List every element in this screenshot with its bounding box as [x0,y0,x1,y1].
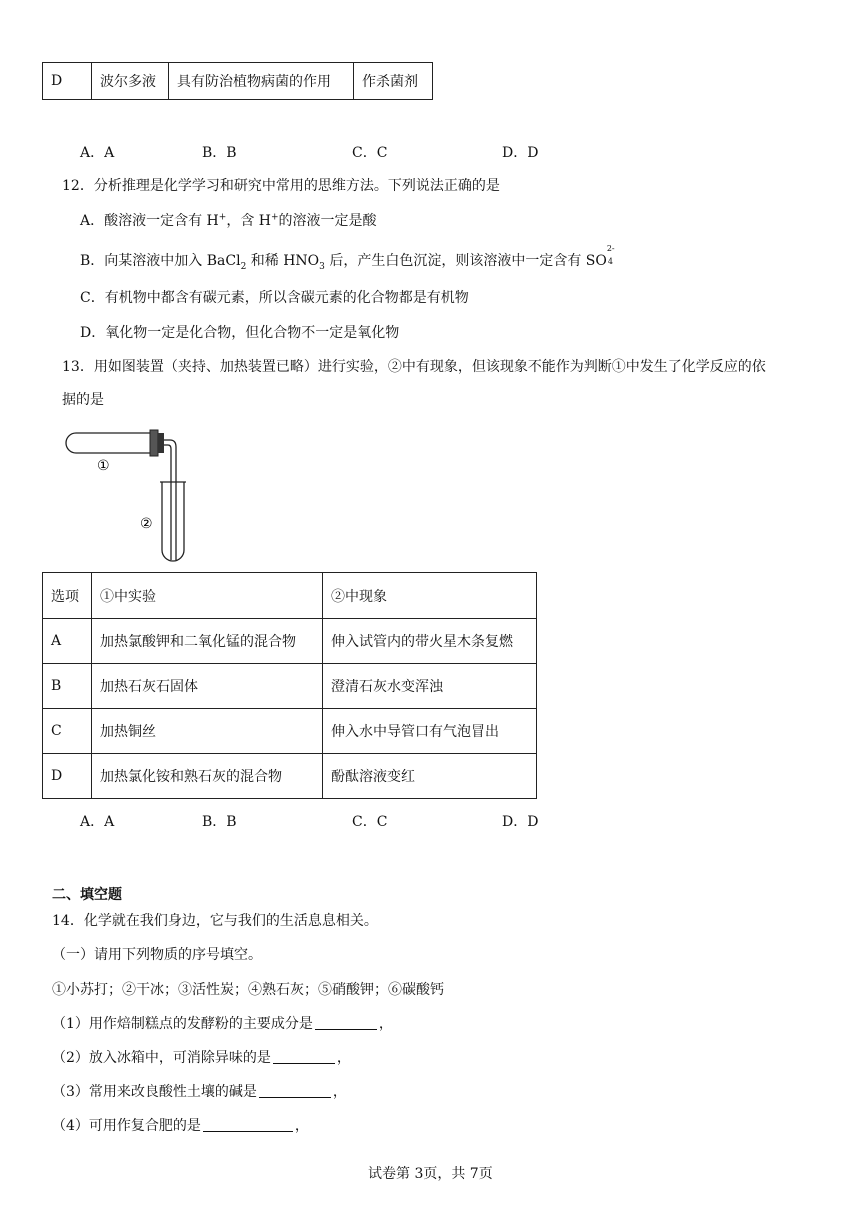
table-cell: D [43,754,92,799]
fill-item-4: （4）可用作复合肥的是 ， [52,1118,309,1134]
test-tube-1 [66,433,152,453]
label-1: ① [97,458,110,474]
q14-stem: 14．化学就在我们身边，它与我们的生活息息相关。 [52,913,378,929]
table-cell: 伸入水中导管口有气泡冒出 [323,709,537,754]
table-cell: 伸入试管内的带火星木条复燃 [323,619,537,664]
q12-stem: 12．分析推理是化学学习和研究中常用的思维方法。下列说法正确的是 [62,178,500,194]
option-d: D．D [502,814,539,830]
table-row [43,619,537,664]
label-2: ② [140,516,153,532]
table-cell: 加热氯酸钾和二氧化锰的混合物 [92,619,323,664]
substance-list: ①小苏打；②干冰；③活性炭；④熟石灰；⑤硝酸钾；⑥碳酸钙 [52,982,444,998]
page-footer: 试卷第 3页，共 7页 [368,1166,493,1182]
fill-item-2: （2）放入冰箱中，可消除异味的是 ， [52,1050,351,1066]
q13-table [42,572,537,799]
table-row [43,63,433,100]
table-cell: D [43,63,92,100]
option-b: B．B [202,814,237,830]
delivery-tube [164,440,176,560]
option-c: C．C [352,814,388,830]
q12-option-c: C．有机物中都含有碳元素，所以含碳元素的化合物都是有机物 [80,290,469,306]
table-cell: B [43,664,92,709]
answer-blank[interactable] [315,1015,377,1030]
fill-item-1: （1）用作焙制糕点的发酵粉的主要成分是 ， [52,1016,393,1032]
column-header: ①中实验 [92,573,323,619]
test-tube-2 [162,482,184,561]
table-cell: 具有防治植物病菌的作用 [169,63,354,100]
q12-option-b: B．向某溶液中加入 BaCl$_2$ 和稀 $HNO_3$ 后，产生白色沉淀，则该溶液中一定含有 SO 2- 4 [80,244,615,272]
option-c: C．C [352,145,388,161]
option-d: D．D [502,145,539,161]
table-cell: 加热氯化铵和熟石灰的混合物 [92,754,323,799]
table-row [43,754,537,799]
answer-blank[interactable] [203,1117,293,1132]
option-a: A．A [80,814,115,830]
table-cell: 加热铜丝 [92,709,323,754]
apparatus-diagram [60,425,220,565]
answer-blank[interactable] [259,1083,331,1098]
column-header: 选项 [43,573,92,619]
table-cell: A [43,619,92,664]
table-cell: 酚酞溶液变红 [323,754,537,799]
table-header-row [43,573,537,619]
table-row [43,664,537,709]
q14-part1: （一）请用下列物质的序号填空。 [52,947,262,963]
q12-option-d: D．氧化物一定是化合物，但化合物不一定是氧化物 [80,325,400,341]
option-b: B．B [202,145,237,161]
option-a: A．A [80,145,115,161]
q13-stem-line2: 据的是 [62,392,104,408]
table-row [43,709,537,754]
q12-option-a: A．酸溶液一定含有 H+，含 H+的溶液一定是酸 [80,212,377,229]
table-cell: C [43,709,92,754]
table-cell: 波尔多液 [92,63,169,100]
section-title: 二、填空题 [52,887,122,903]
top-table [42,62,433,100]
answer-blank[interactable] [273,1049,335,1064]
table-cell: 加热石灰石固体 [92,664,323,709]
fill-item-3: （3）常用来改良酸性土壤的碱是 ， [52,1084,347,1100]
q13-stem-line1: 13．用如图装置（夹持、加热装置已略）进行实验，②中有现象，但该现象不能作为判断①中发生了化学反应的依 [62,359,766,375]
table-cell: 澄清石灰水变浑浊 [323,664,537,709]
column-header: ②中现象 [323,573,537,619]
table-cell: 作杀菌剂 [354,63,433,100]
stopper [150,430,158,456]
